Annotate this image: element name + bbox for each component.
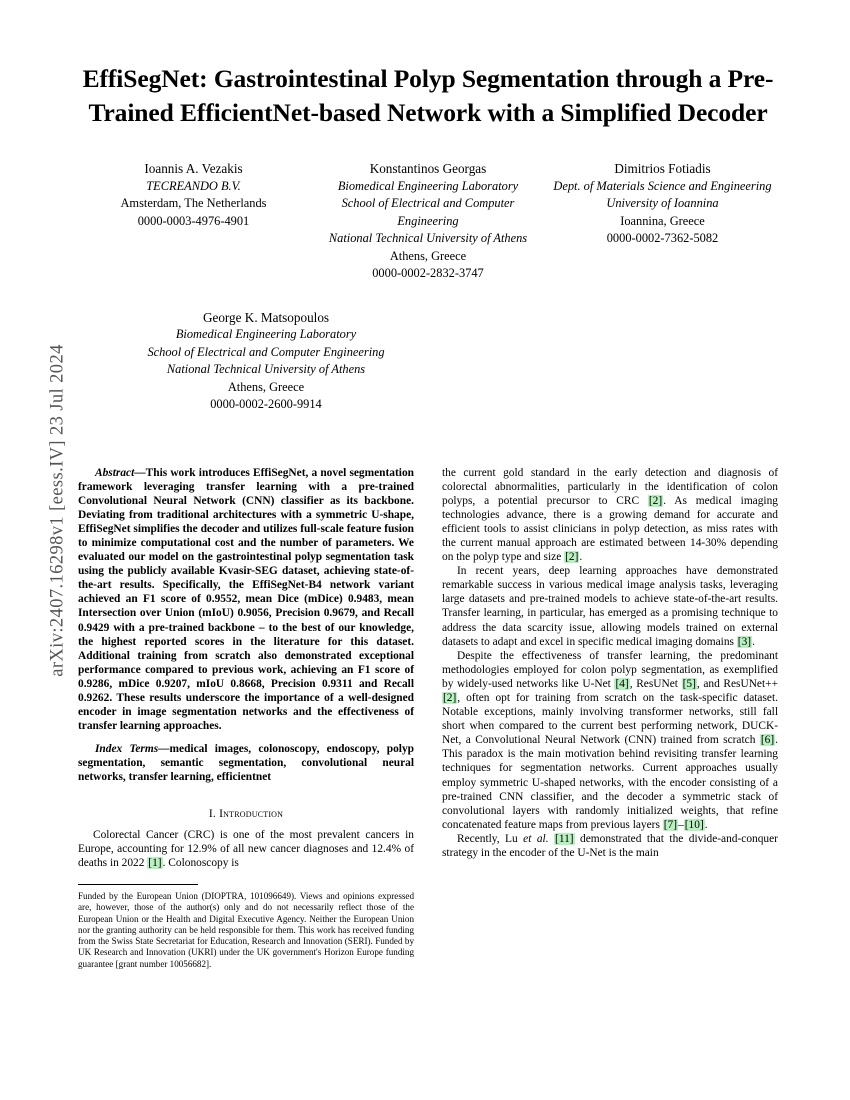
paragraph-right-2: In recent years, deep learning approaches have demonstrated remarkable success in various medical image analysis tasks, leveraging large datasets and pre-trained models to achieve state-of-the-art results. Transfer learning, in particular, has emerged as a promising technique to address the data scarcity issue, allowing models trained on external datasets to adapt and excel in specific medical imaging domains [3]. — [442, 565, 778, 648]
citation-link-6[interactable]: [6] — [760, 734, 775, 747]
paragraph-right-1: the current gold standard in the early detection and diagnosis of colorectal abnormalities, particularly in the identification of colon polyps, a potential precursor to CRC [2]. As medical imaging technologies advance, there is a growing demand for accurate and efficient tools to assist clinicians in polyp detection, as miss rates with the current manual approach are estimated between 14-30% depending on the polyp type and size [2]. — [442, 466, 778, 564]
author-orcid: 0000-0002-7362-5082 — [606, 231, 719, 245]
abstract-text: This work introduces EffiSegNet, a novel segmentation framework leveraging transfer learning with a pre-trained Convolutional Neural Network (CNN) classifier as its backbone. Deviating from traditional architectures with a symmetric U-shape, EffiSegNet simplifies the decoder and utilizes full-scale feature fusion to minimize computational cost and the number of parameters. We evaluated our model on the gastrointestinal polyp segmentation task using the publicly available Kvasir-SEG dataset, achieving state-of-the-art results. Specifically, the EffiSegNet-B4 network variant achieved an F1 score of 0.9552, mean Dice (mDice) 0.9483, mean Intersection over Union (mIoU) 0.9056, Precision 0.9679, and Recall 0.9429 with a pre-trained backbone – to the best of our knowledge, the highest reported scores in the literature for this dataset. Additional training from scratch also demonstrated exceptional performance compared to previous work, achieving an F1 score of 0.9286, mDice 0.9207, mIoU 0.8668, Precision 0.9311 and Recall 0.9262. These results underscore the importance of a well-designed encoder in image segmentation networks and the effectiveness of transfer learning approaches. — [78, 466, 414, 733]
citation-link-10[interactable]: [10] — [684, 818, 704, 831]
citation-link-7[interactable]: [7] — [663, 818, 678, 831]
citation-link-5[interactable]: [5] — [682, 677, 696, 690]
author-name: Dimitrios Fotiadis — [614, 161, 711, 176]
author-affiliation-2: University of Ioannina — [606, 196, 719, 210]
index-terms-label: Index Terms— — [95, 743, 170, 756]
citation-link-11[interactable]: [11] — [555, 832, 574, 845]
author-orcid: 0000-0002-2832-3747 — [372, 266, 484, 280]
author-block-2 — [313, 160, 544, 283]
author-block-3 — [547, 160, 778, 248]
citation-link-2b[interactable]: [2] — [565, 551, 579, 564]
author-location: Athens, Greece — [227, 379, 305, 394]
left-column — [78, 466, 414, 971]
author-location: Ioannina, Greece — [620, 213, 705, 228]
paragraph-right-3: Despite the effectiveness of transfer learning, the predominant methodologies employed for colon polyp segmentation, as exemplified by widely-used networks like U-Net [4], ResUNet [5], and ResUNet++ [2], often opt for training from scratch on the task-specific dataset. Notable exceptions, mainly involving transformer networks, still fall short when compared to the current best performing network, DUCK-Net, a Convolutional Neural Network (CNN) trained from scratch [6]. This paradox is the main motivation behind revisiting transfer learning techniques for segmentation networks. Current approaches usually employ symmetric U-shaped networks, with the encoder consisting of a pre-trained CNN classifier, and the decoder a symmetric stack of convolutional layers with randomly initialized weights, that refine concatenated feature maps from previous layers [7]–[10]. — [442, 649, 778, 831]
paragraph-right-4: Recently, Lu et al. [11] demonstrated that the divide-and-conquer strategy in the encoder of the U-Net is the main — [442, 832, 778, 860]
page-title: EffiSegNet: Gastrointestinal Polyp Segmentation through a Pre-Trained EfficientNet-based Network with a Simplified Decoder — [82, 64, 774, 127]
author-affiliation-2: School of Electrical and Computer Engineering — [147, 344, 385, 359]
paragraph-intro-1: Colorectal Cancer (CRC) is one of the most prevalent cancers in Europe, accounting for 12.9% of all new cancer diagnoses and 12.4% of deaths in 2022 [1]. Colonoscopy is — [78, 828, 414, 869]
citation-link-4[interactable]: [4] — [615, 677, 629, 690]
author-location: Athens, Greece — [389, 248, 467, 263]
author-block-4 — [116, 309, 416, 414]
author-name: Konstantinos Georgas — [369, 161, 487, 176]
right-column — [442, 466, 778, 971]
author-block-1 — [78, 160, 309, 230]
abstract-label: Abstract— — [95, 466, 146, 479]
author-affiliation-2: School of Electrical and Computer Engineering — [341, 196, 515, 228]
author-affiliation: Biomedical Engineering Laboratory — [337, 178, 519, 193]
footnote-divider — [78, 884, 198, 885]
author-location: Amsterdam, The Netherlands — [120, 196, 267, 210]
author-name: Ioannis A. Vezakis — [144, 161, 243, 176]
author-affiliation-3: National Technical University of Athens — [166, 362, 366, 376]
two-column-body — [78, 466, 778, 971]
section-heading-introduction: I. Introduction — [208, 806, 284, 820]
index-terms-block — [78, 742, 414, 784]
author-orcid: 0000-0002-2600-9914 — [210, 397, 322, 411]
author-affiliation: TECREANDO B.V. — [146, 178, 241, 193]
paper-content — [78, 62, 778, 970]
citation-link-2c[interactable]: [2] — [443, 692, 457, 704]
author-affiliation: Dept. of Materials Science and Engineering — [553, 178, 772, 193]
citation-link-3[interactable]: [3] — [737, 635, 752, 648]
footnote-text: Funded by the European Union (DIOPTRA, 101096649). Views and opinions expressed are, however, those of the author(s) only and do not necessarily reflect those of the European Union or the Health and Digital Executive Agency. Neither the European Union nor the granting authority can be held responsible for them. This work has received funding from the Swiss State Secretariat for Education, Research and Innovation (SERI). Funded by UK Research and Innovation (UKRI) under the UK government's Horizon Europe funding guarantee [grant number 10056682]. — [78, 890, 414, 969]
author-affiliation: Biomedical Engineering Laboratory — [175, 327, 357, 341]
authors-row — [78, 160, 778, 283]
citation-link-1[interactable]: [1] — [148, 856, 162, 869]
author-name: George K. Matsopoulos — [202, 309, 330, 325]
arxiv-stamp: arXiv:2407.16298v1 [eess.IV] 23 Jul 2024 — [47, 344, 68, 677]
author-affiliation-3: National Technical University of Athens — [328, 231, 528, 245]
abstract-block — [78, 466, 414, 734]
author-orcid: 0000-0003-4976-4901 — [137, 213, 250, 228]
citation-link-2[interactable]: [2] — [648, 494, 663, 507]
index-terms-text: medical images, colonoscopy, endoscopy, polyp segmentation, semantic segmentation, convolutional neural networks, transfer learning, efficientnet — [78, 743, 414, 784]
